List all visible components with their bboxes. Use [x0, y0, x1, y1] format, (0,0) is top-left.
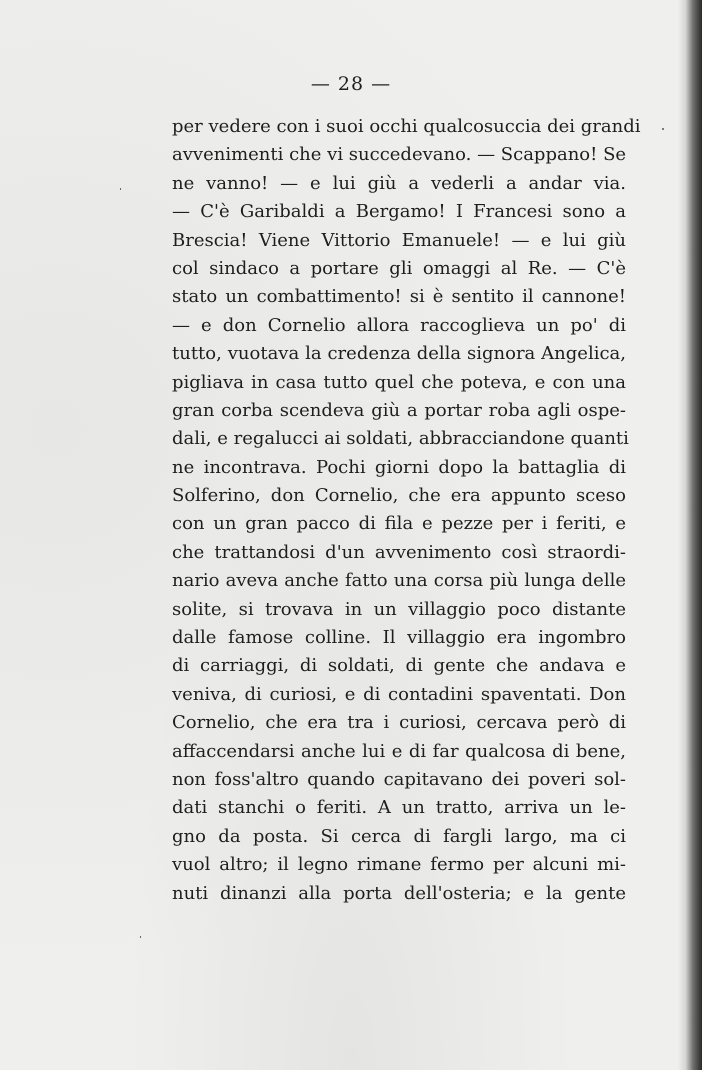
text-line: per vedere con i suoi occhi qualcosuccia dei grandi	[172, 116, 641, 137]
text-line: Solferino, don Cornelio, che era appunto sceso	[172, 485, 626, 507]
text-line: nario aveva anche fatto una corsa più lunga delle	[172, 570, 626, 592]
scan-speck	[140, 936, 141, 938]
text-line: avvenimenti che vi succedevano. — Scappano! Se	[172, 144, 627, 166]
text-line: nuti dinanzi alla porta dell'osteria; e la gente	[172, 882, 626, 904]
page-number: — 28 —	[310, 73, 392, 95]
scan-speck	[120, 188, 121, 190]
text-line: non foss'altro quando capitavano dei poveri sol-	[172, 768, 626, 790]
text-line: dalle famose colline. Il villaggio era ingombro	[172, 627, 626, 649]
text-line: solite, si trovava in un villaggio poco distante	[172, 598, 626, 620]
text-line: col sindaco a portare gli omaggi al Re. — C'è	[172, 257, 626, 279]
page-edge-shadow	[686, 0, 702, 1070]
text-line: gno da posta. Si cerca di fargli largo, ma ci	[172, 825, 626, 847]
scan-speck	[662, 128, 664, 130]
text-line: ne incontrava. Pochi giorni dopo la battaglia di	[172, 456, 626, 478]
text-line: ne vanno! — e lui giù a vederli a andar via.	[172, 172, 626, 194]
text-line: Cornelio, che era tra i curiosi, cercava però di	[172, 712, 626, 734]
text-line: vuol altro; il legno rimane fermo per alcuni mi-	[172, 854, 626, 876]
text-line: dali, e regalucci ai soldati, abbracciandone quanti	[172, 428, 629, 450]
text-line: tutto, vuotava la credenza della signora Angelica,	[172, 343, 626, 365]
text-line: dati stanchi o feriti. A un tratto, arriva un le-	[172, 797, 626, 819]
text-line: veniva, di curiosi, e di contadini spaventati. Don	[172, 683, 626, 705]
text-line: Brescia! Viene Vittorio Emanuele! — e lui giù	[172, 229, 626, 251]
text-line: gran corba scendeva giù a portar roba agli ospe-	[172, 399, 626, 421]
text-line: — C'è Garibaldi a Bergamo! I Francesi sono a	[172, 201, 626, 223]
page-gutter-shadow	[678, 0, 686, 1070]
body-text	[172, 113, 641, 908]
text-line: di carriaggi, di soldati, di gente che andava e	[172, 655, 626, 677]
text-line: — e don Cornelio allora raccoglieva un po' di	[172, 314, 626, 336]
text-line: pigliava in casa tutto quel che poteva, e con una	[172, 371, 626, 393]
text-line: che trattandosi d'un avvenimento così straordi-	[172, 541, 626, 563]
text-line: stato un combattimento! si è sentito il cannone!	[172, 286, 626, 308]
text-line: con un gran pacco di fila e pezze per i feriti, e	[172, 513, 626, 535]
text-line: affaccendarsi anche lui e di far qualcosa di bene,	[172, 740, 626, 762]
